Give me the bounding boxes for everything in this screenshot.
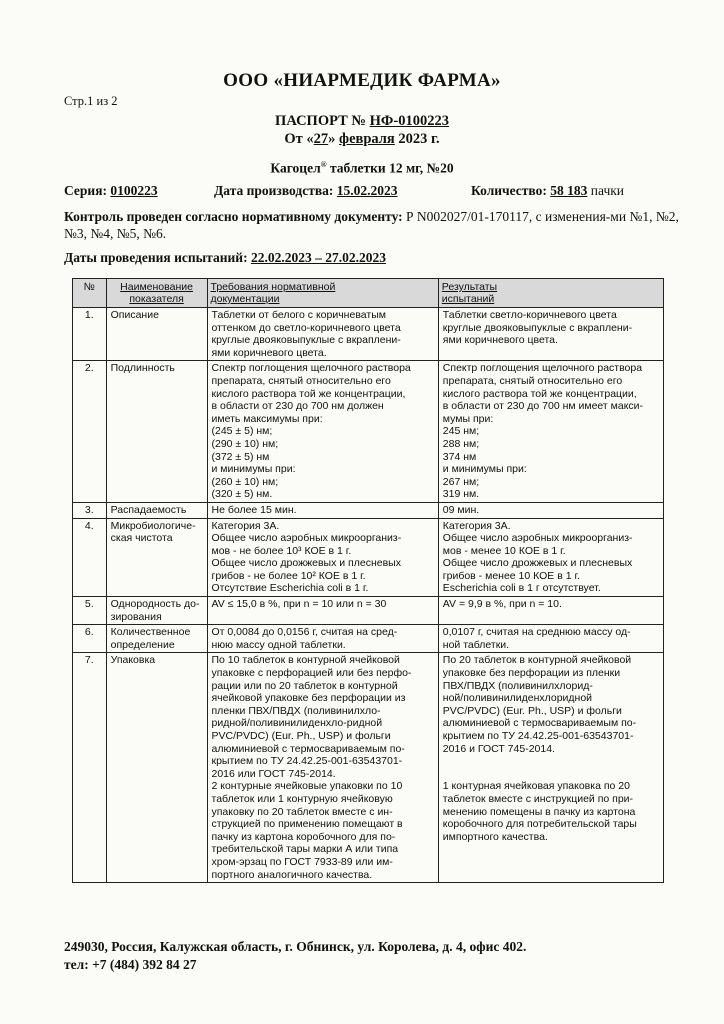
cell-requirement-line: препарата, снятый относительно его	[211, 374, 391, 387]
production-date-value: 15.02.2023	[336, 183, 398, 198]
cell-num: 4.	[73, 518, 107, 597]
cell-num: 5.	[73, 597, 107, 625]
cell-requirement-line: круглые двояковыпуклые с вкраплени-	[211, 334, 401, 347]
cell-result-line: Escherichia coli в 1 г отсутствует.	[442, 582, 601, 595]
cell-indicator-line: Распадаемость	[110, 503, 187, 516]
cell-requirement-line: AV ≤ 15,0 в %, при n = 10 или n = 30	[211, 598, 387, 611]
cell-indicator	[106, 518, 207, 597]
cell-requirement-line: (372 ± 5) нм	[211, 450, 270, 463]
cell-requirement	[207, 308, 438, 361]
product-name: Кагоцел	[270, 160, 321, 176]
cell-requirement-line: пачку из картона коробочного для по-	[211, 830, 396, 843]
header-name-l2: показателя	[129, 293, 184, 305]
cell-indicator	[106, 653, 207, 883]
quantity-unit: пачки	[590, 183, 625, 198]
table-row	[73, 597, 664, 625]
cell-requirement	[207, 625, 438, 653]
cell-result-line: 319 нм.	[442, 488, 480, 501]
table-row	[73, 518, 664, 597]
cell-result-line: 267 нм;	[442, 475, 480, 488]
cell-result-line: ПВХ/ПВДХ (поливинилхлорид-	[442, 679, 593, 692]
control-value: Р N002027/01-170117, с изменения-ми №1, №2, №3, №4, №5, №6.	[64, 209, 679, 241]
cell-result-line: крытием по ТУ 24.42.25-001-63543701-	[442, 730, 634, 742]
date-prefix: От «	[284, 131, 314, 147]
cell-result-line: ной/поливинилиденхлоридной	[442, 692, 593, 705]
cell-result-line: упаковке без перфорации из пленки	[442, 667, 621, 680]
cell-requirement-line: От 0,0084 до 0,0156 г, считая на сред-	[211, 626, 398, 639]
cell-requirement-line: таблеток или 1 контурную ячейковую	[211, 792, 393, 805]
cell-result-line: кислого раствора той же концентрации,	[442, 387, 637, 400]
test-dates-label: Даты проведения испытаний:	[64, 250, 248, 265]
test-dates-value: 22.02.2023 – 27.02.2023	[250, 250, 386, 265]
footer-phone: тел: +7 (484) 392 84 27	[64, 957, 197, 972]
cell-result-line: PVC/PVDC) (Eur. Ph., USP) и фольги	[442, 704, 622, 717]
cell-result-line: По 20 таблеток в контурной ячейковой	[442, 654, 632, 667]
cell-requirement-line: PVC/PVDC) (Eur. Ph., USP) и фольги	[211, 730, 391, 742]
footer-address: 249030, Россия, Калужская область, г. Обнинск, ул. Королева, д. 4, офис 402.	[64, 939, 527, 954]
cell-requirement-line: упаковку по 20 таблеток вместе с ин-	[211, 805, 393, 818]
cell-requirement-line: и минимумы при:	[211, 463, 296, 476]
cell-indicator	[106, 597, 207, 625]
cell-indicator-line: Микробиологиче-	[110, 519, 196, 532]
company-name: ООО «НИАРМЕДИК ФАРМА»	[223, 70, 501, 91]
cell-result-line: AV = 9,9 в %, при n = 10.	[442, 598, 562, 611]
cell-indicator	[106, 502, 207, 518]
header-req-l2: документации	[210, 293, 280, 305]
cell-requirement-line: Общее число дрожжевых и плесневых	[211, 557, 401, 570]
cell-requirement-line: хром-эрзац по ГОСТ 7933-89 или им-	[211, 855, 393, 868]
cell-requirement-line: грибов - не более 10² КОЕ в 1 г.	[211, 569, 366, 582]
cell-indicator-line: Упаковка	[110, 654, 156, 667]
production-date	[214, 183, 398, 199]
quantity	[471, 183, 624, 199]
cell-requirement	[207, 653, 438, 883]
product-title	[0, 160, 724, 177]
cell-result-line: Общее число дрожжевых и плесневых	[442, 557, 633, 570]
series-value: 0100223	[110, 183, 158, 198]
registered-mark: ®	[320, 160, 327, 169]
cell-result-line: грибов - менее 10 КОЕ в 1 г.	[442, 569, 580, 582]
cell-requirement-line: ями коричневого цвета.	[211, 346, 327, 359]
header-name	[106, 279, 207, 308]
cell-requirement-line: требительской тары марки А или типа	[211, 843, 399, 856]
cell-result-line: ной таблетки.	[442, 638, 510, 651]
table-body	[73, 308, 664, 883]
cell-requirement-line: Общее число аэробных микроорганиз-	[211, 532, 402, 545]
table-row	[73, 502, 664, 518]
passport-date	[0, 130, 724, 148]
cell-requirement-line: портного аналогичного качества.	[211, 868, 373, 881]
cell-requirement-line: Категория 3А.	[211, 519, 280, 532]
control-label: Контроль проведен согласно нормативному документу:	[64, 209, 403, 224]
cell-result	[438, 597, 663, 625]
header-num	[73, 279, 107, 308]
cell-result-line: 2016 и ГОСТ 745-2014.	[442, 742, 555, 755]
cell-result-line	[443, 755, 659, 768]
page-number: Стр.1 из 2	[64, 94, 118, 108]
cell-result	[438, 308, 663, 361]
cell-result-line: препарата, снятый относительно его	[442, 374, 623, 387]
footer	[64, 938, 526, 974]
cell-indicator-line: определение	[110, 638, 175, 651]
cell-requirement	[207, 518, 438, 597]
date-day: 27	[313, 131, 329, 147]
quantity-value: 58 183	[550, 183, 588, 198]
cell-result-line: алюминиевой с термосвариваемым по-	[442, 717, 637, 730]
cell-requirement-line: ячейковой упаковке без перфорации из	[211, 692, 406, 705]
cell-result-line: и минимумы при:	[442, 463, 527, 476]
cell-requirement-line: рации или по 20 таблеток в контурной	[211, 679, 398, 692]
cell-requirement-line: Отсутствие Escherichia coli в 1 г.	[211, 582, 369, 595]
cell-result-line: мумы при:	[442, 412, 494, 425]
product-rest: таблетки 12 мг, №20	[326, 160, 454, 176]
header-results	[438, 279, 663, 308]
table-row	[73, 625, 664, 653]
cell-result-line	[443, 768, 659, 781]
cell-requirement	[207, 361, 438, 503]
cell-requirement-line: упаковке с перфорацией или без перфо-	[211, 667, 412, 680]
cell-result	[438, 361, 663, 503]
production-date-label: Дата производства:	[214, 183, 334, 198]
cell-result-line: мов - менее 10 КОЕ в 1 г.	[442, 544, 566, 557]
date-suffix: г.	[427, 131, 440, 147]
cell-num: 3.	[73, 502, 107, 518]
cell-result-line: ями коричневого цвета.	[442, 334, 558, 347]
cell-requirement-line: крытием по ТУ 24.42.25-001-63543701-	[211, 755, 403, 768]
cell-requirement-line: оттенком до светло-коричневого цвета	[211, 321, 401, 334]
cell-result-line: таблеток вместе с инструкцией по при-	[442, 792, 634, 805]
cell-requirement-line: струкцией по применению помещают в	[211, 818, 403, 831]
cell-requirement-line: (290 ± 10) нм;	[211, 437, 279, 450]
cell-indicator	[106, 625, 207, 653]
header-res-l1: Результаты	[441, 281, 498, 293]
cell-requirement-line: ридной/поливинилиденхло-ридной	[211, 717, 383, 730]
cell-indicator	[106, 361, 207, 503]
cell-result-line: Таблетки светло-коричневого цвета	[442, 309, 617, 321]
cell-num: 2.	[73, 361, 107, 503]
cell-num: 1.	[73, 308, 107, 361]
cell-requirement-line: Не более 15 мин.	[211, 503, 297, 516]
cell-result	[438, 502, 663, 518]
cell-requirement-line: 2016 или ГОСТ 745-2014.	[211, 767, 336, 780]
passport-number: НФ-0100223	[369, 113, 449, 129]
cell-result-line: Общее число аэробных микроорганиз-	[442, 532, 633, 545]
series	[64, 183, 158, 199]
table-row	[73, 361, 664, 503]
cell-requirement-line: Таблетки от белого с коричневатым	[211, 309, 386, 321]
cell-requirement-line: (320 ± 5) нм.	[211, 488, 273, 501]
cell-requirement	[207, 502, 438, 518]
table-row	[73, 308, 664, 361]
cell-result-line: круглые двояковыпуклые с вкраплени-	[442, 321, 633, 334]
cell-requirement-line: в области от 230 до 700 нм должен	[211, 400, 384, 413]
cell-result-line: импортного качества.	[442, 830, 548, 843]
passport-title	[0, 112, 724, 130]
control-statement	[64, 208, 684, 242]
table-header-row	[73, 279, 664, 308]
cell-requirement-line: мов - не более 10³ КОЕ в 1 г.	[211, 544, 352, 557]
header-req-l1: Требования нормативной	[210, 281, 336, 293]
cell-result-line: коробочного для потребительской тары	[442, 818, 637, 831]
cell-result-line: 0,0107 г, считая на среднюю массу од-	[442, 626, 631, 639]
cell-requirement-line: нюю массу одной таблетки.	[211, 638, 346, 651]
date-mid: »	[328, 131, 340, 147]
cell-requirement	[207, 597, 438, 625]
header-res-l2: испытаний	[441, 293, 495, 305]
cell-requirement-line: Спектр поглощения щелочного раствора	[211, 362, 411, 375]
passport-title-prefix: ПАСПОРТ №	[275, 113, 370, 129]
cell-requirement-line: пленки ПВХ/ПВДХ (поливинилхло-	[211, 704, 381, 717]
date-month: февраля	[339, 131, 395, 147]
cell-indicator-line: Однородность до-	[110, 598, 200, 611]
cell-result	[438, 625, 663, 653]
header-num-text: №	[83, 281, 95, 293]
cell-indicator-line: Описание	[110, 309, 159, 321]
cell-result-line: 245 нм;	[442, 425, 480, 438]
cell-requirement-line: (260 ± 10) нм;	[211, 475, 279, 488]
date-year: 2023	[398, 131, 428, 147]
cell-indicator-line: ская чистота	[110, 532, 173, 545]
cell-indicator-line: Подлинность	[110, 362, 175, 375]
cell-result-line: в области от 230 до 700 нм имеет макси-	[442, 400, 644, 413]
cell-result-line: менению помещены в пачку из картона	[442, 805, 636, 818]
test-dates	[64, 250, 386, 266]
header-name-l1: Наименование	[120, 281, 193, 293]
cell-requirement-line: (245 ± 5) нм;	[211, 425, 273, 438]
cell-indicator-line: Количественное	[110, 626, 191, 639]
cell-result-line: Спектр поглощения щелочного раствора	[442, 362, 643, 375]
cell-result-line: 09 мин.	[442, 503, 480, 516]
passport-header	[0, 112, 724, 148]
cell-result-line: 374 нм	[442, 450, 477, 463]
cell-requirement-line: кислого раствора той же концентрации,	[211, 387, 406, 400]
cell-requirement-line: иметь максимумы при:	[211, 412, 323, 425]
cell-result-line: 288 нм;	[442, 437, 480, 450]
cell-num: 7.	[73, 653, 107, 883]
header-requirements	[207, 279, 438, 308]
cell-indicator	[106, 308, 207, 361]
cell-requirement-line: алюминиевой с термосвариваемым по-	[211, 742, 405, 755]
cell-result	[438, 653, 663, 883]
cell-num: 6.	[73, 625, 107, 653]
cell-result-line: Категория 3А.	[442, 519, 511, 532]
series-label: Серия:	[64, 183, 107, 198]
table-row	[73, 653, 664, 883]
cell-result-line: 1 контурная ячейковая упаковка по 20	[442, 780, 630, 793]
cell-indicator-line: зирования	[110, 610, 162, 623]
test-results-table	[72, 278, 664, 883]
quantity-label: Количество:	[471, 183, 547, 198]
cell-requirement-line: По 10 таблеток в контурной ячейковой	[211, 654, 400, 667]
cell-result	[438, 518, 663, 597]
cell-requirement-line: 2 контурные ячейковые упаковки по 10	[211, 780, 403, 793]
